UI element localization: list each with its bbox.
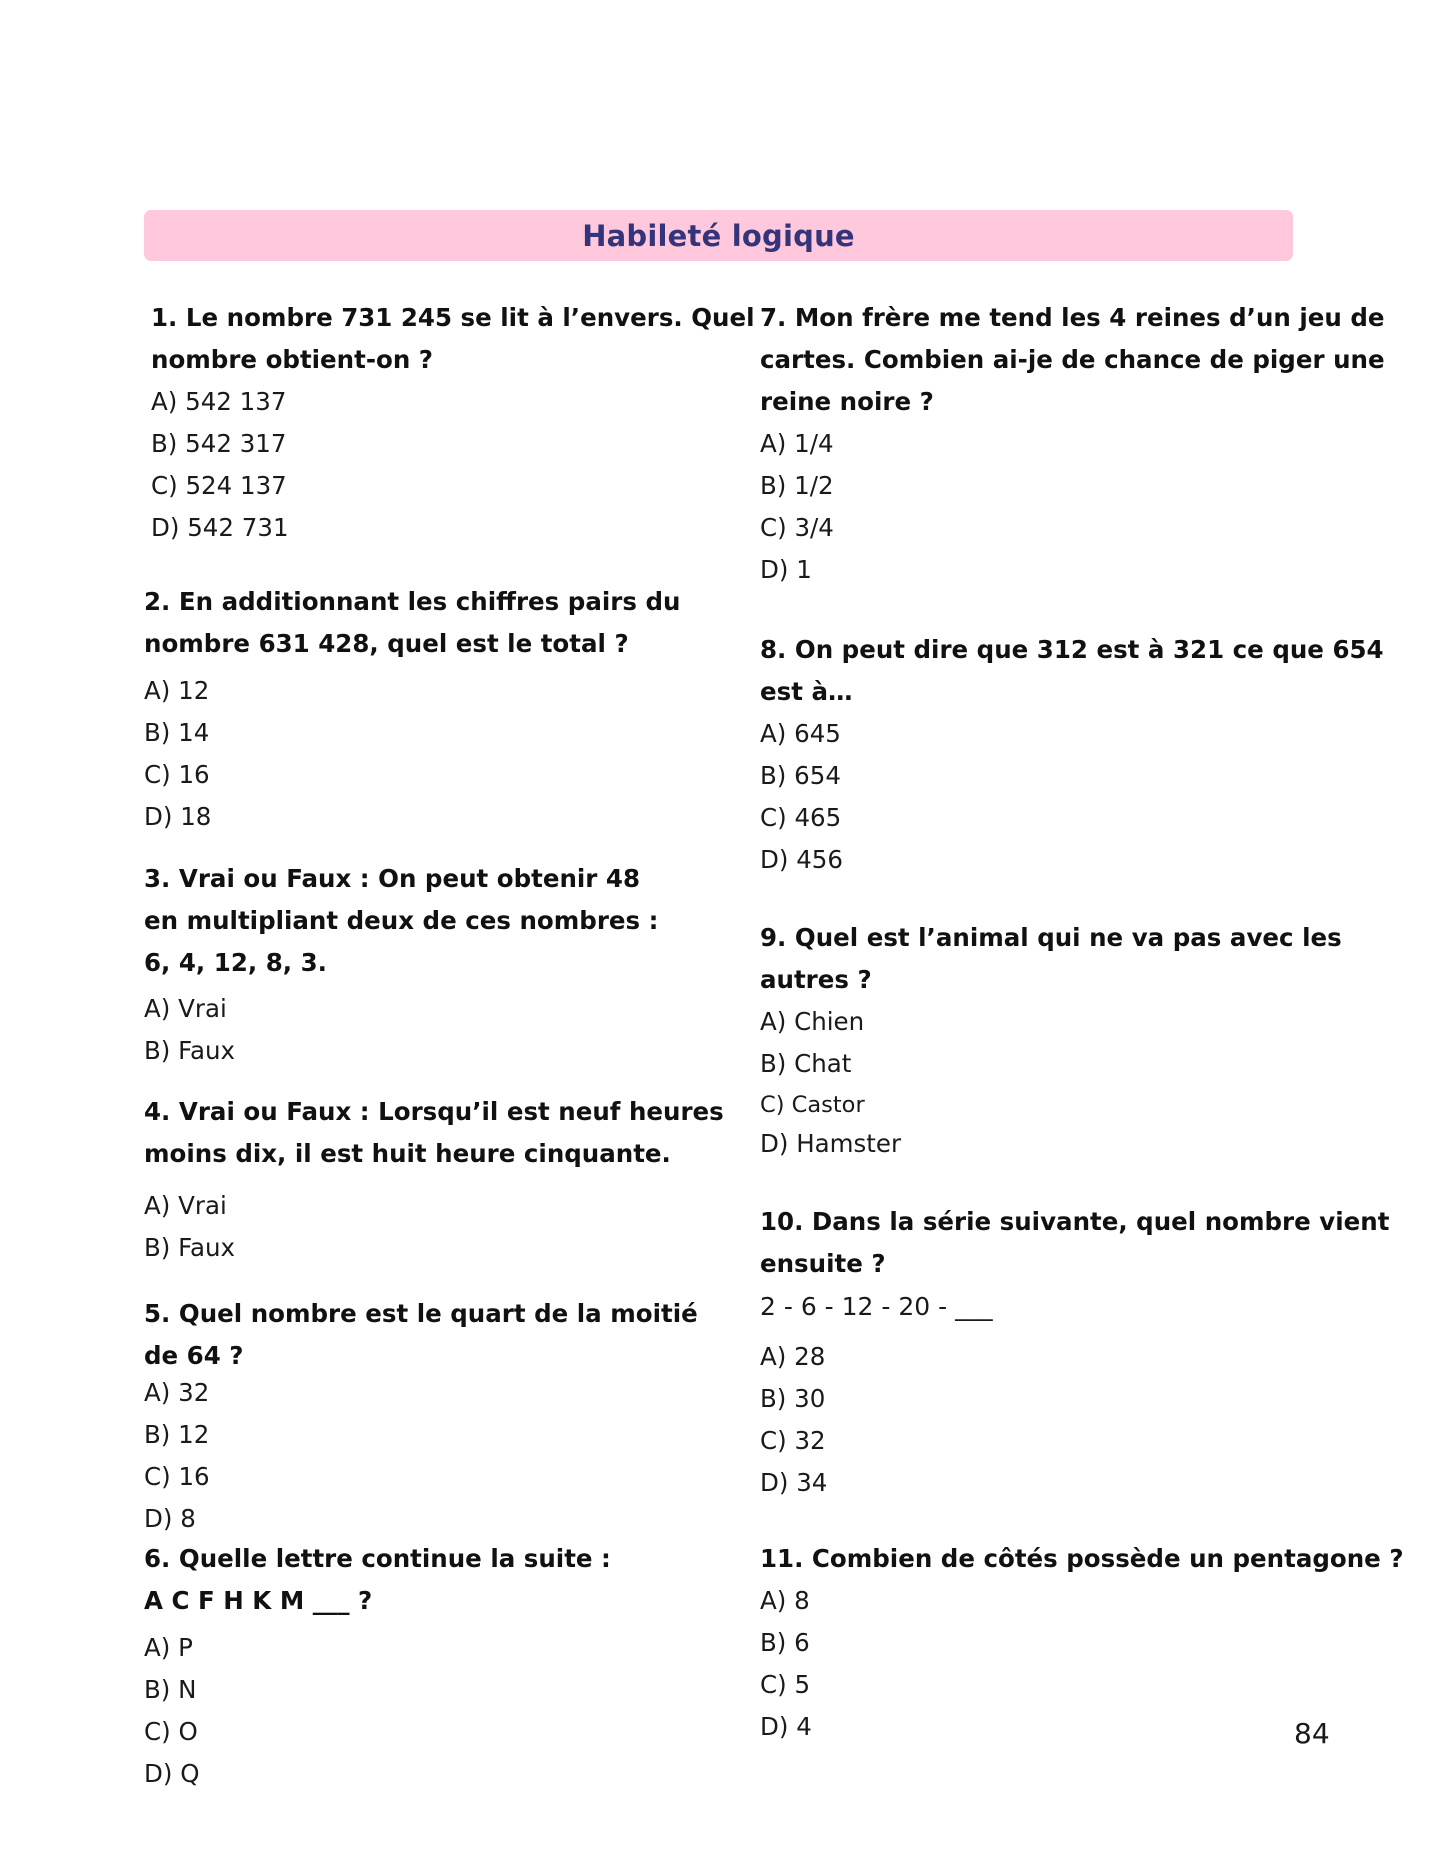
question-4-text-line-2: moins dix, il est huit heure cinquante. <box>144 1139 671 1168</box>
question-5-option-d: D) 8 <box>144 1504 196 1533</box>
question-10-option-b: B) 30 <box>760 1384 826 1413</box>
question-1-option-c: C) 524 137 <box>151 471 287 500</box>
question-10-text-line-1: 10. Dans la série suivante, quel nombre vient <box>760 1207 1390 1236</box>
question-10-option-a: A) 28 <box>760 1342 826 1371</box>
question-1-option-a: A) 542 137 <box>151 387 287 416</box>
question-10-option-c: C) 32 <box>760 1426 826 1455</box>
question-9-text-line-1: 9. Quel est l’animal qui ne va pas avec les <box>760 923 1342 952</box>
question-7-option-d: D) 1 <box>760 555 812 584</box>
section-title: Habileté logique <box>582 218 855 253</box>
question-8-option-b: B) 654 <box>760 761 841 790</box>
question-11-option-b: B) 6 <box>760 1628 810 1657</box>
question-7-option-c: C) 3/4 <box>760 513 834 542</box>
question-11-text-line-1: 11. Combien de côtés possède un pentagone ? <box>760 1544 1404 1573</box>
question-7-text-line-1: 7. Mon frère me tend les 4 reines d’un jeu de <box>760 303 1385 332</box>
question-2-option-b: B) 14 <box>144 718 210 747</box>
question-5-option-b: B) 12 <box>144 1420 210 1449</box>
question-1-text-line-2: nombre obtient-on ? <box>151 345 434 374</box>
question-3-option-b: B) Faux <box>144 1036 236 1065</box>
question-9-text-line-2: autres ? <box>760 965 872 994</box>
question-11-option-a: A) 8 <box>760 1586 810 1615</box>
question-10-sequence: 2 - 6 - 12 - 20 - ___ <box>760 1292 993 1321</box>
question-8-text-line-2: est à… <box>760 677 853 706</box>
question-3-option-a: A) Vrai <box>144 994 227 1023</box>
question-2-text-line-2: nombre 631 428, quel est le total ? <box>144 629 629 658</box>
question-2-option-c: C) 16 <box>144 760 210 789</box>
question-8-option-a: A) 645 <box>760 719 841 748</box>
question-9-option-a: A) Chien <box>760 1007 865 1036</box>
question-10-text-line-2: ensuite ? <box>760 1249 886 1278</box>
question-7-option-b: B) 1/2 <box>760 471 834 500</box>
question-2-option-a: A) 12 <box>144 676 210 705</box>
question-5-option-c: C) 16 <box>144 1462 210 1491</box>
question-6-option-c: C) O <box>144 1717 198 1746</box>
question-4-option-a: A) Vrai <box>144 1191 227 1220</box>
question-6-option-b: B) N <box>144 1675 197 1704</box>
question-7-option-a: A) 1/4 <box>760 429 834 458</box>
question-9-option-c: C) Castor <box>760 1092 865 1118</box>
question-6-option-d: D) Q <box>144 1759 200 1788</box>
section-header-banner <box>144 210 1293 261</box>
question-9-option-b: B) Chat <box>760 1049 852 1078</box>
page-number: 84 <box>1294 1717 1330 1750</box>
question-6-text-line-2: A C F H K M ___ ? <box>144 1586 373 1615</box>
question-3-text-line-2: en multipliant deux de ces nombres : <box>144 906 659 935</box>
question-11-option-c: C) 5 <box>760 1670 811 1699</box>
question-8-option-c: C) 465 <box>760 803 842 832</box>
question-8-text-line-1: 8. On peut dire que 312 est à 321 ce que 654 <box>760 635 1384 664</box>
question-3-text-line-1: 3. Vrai ou Faux : On peut obtenir 48 <box>144 864 641 893</box>
question-1-option-d: D) 542 731 <box>151 513 289 542</box>
question-7-text-line-3: reine noire ? <box>760 387 934 416</box>
question-4-text-line-1: 4. Vrai ou Faux : Lorsqu’il est neuf heures <box>144 1097 724 1126</box>
question-4-option-b: B) Faux <box>144 1233 236 1262</box>
question-5-text-line-1: 5. Quel nombre est le quart de la moitié <box>144 1299 698 1328</box>
question-6-option-a: A) P <box>144 1633 193 1662</box>
question-11-option-d: D) 4 <box>760 1712 812 1741</box>
question-10-option-d: D) 34 <box>760 1468 828 1497</box>
question-2-text-line-1: 2. En additionnant les chiffres pairs du <box>144 587 681 616</box>
question-6-text-line-1: 6. Quelle lettre continue la suite : <box>144 1544 611 1573</box>
question-1-option-b: B) 542 317 <box>151 429 287 458</box>
question-3-text-line-3: 6, 4, 12, 8, 3. <box>144 948 327 977</box>
question-5-text-line-2: de 64 ? <box>144 1341 244 1370</box>
question-8-option-d: D) 456 <box>760 845 843 874</box>
question-9-option-d: D) Hamster <box>760 1129 902 1158</box>
question-5-option-a: A) 32 <box>144 1378 210 1407</box>
question-2-option-d: D) 18 <box>144 802 212 831</box>
question-1-text-line-1: 1. Le nombre 731 245 se lit à l’envers. Quel <box>151 303 755 332</box>
question-7-text-line-2: cartes. Combien ai-je de chance de piger une <box>760 345 1385 374</box>
